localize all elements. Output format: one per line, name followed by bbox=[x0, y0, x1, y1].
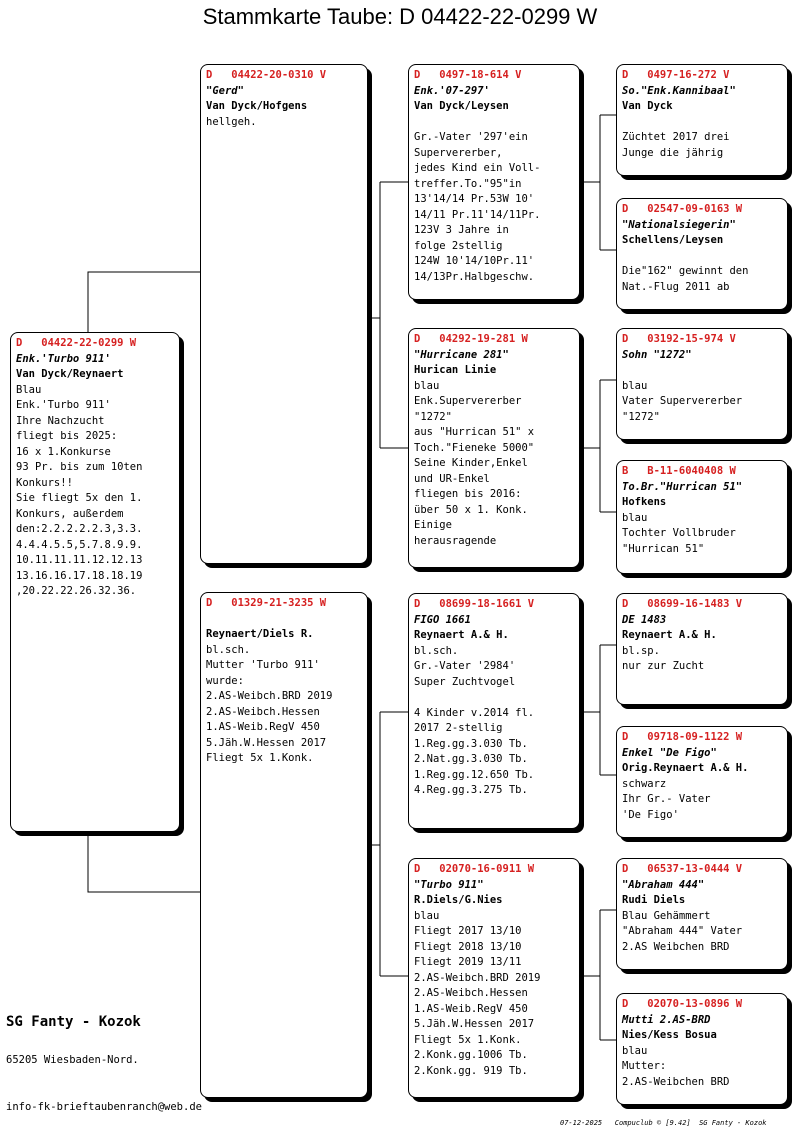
info-line: Seine Kinder,Enkel bbox=[414, 457, 528, 469]
info-line: jedes Kind ein Voll- bbox=[414, 162, 541, 174]
pigeon-name: To.Br."Hurrican 51" bbox=[622, 480, 743, 493]
info-line: 4.Reg.gg.3.275 Tb. bbox=[414, 784, 528, 796]
ring-number: D 02547-09-0163 W bbox=[622, 203, 743, 215]
breeder-name: Rudi Diels bbox=[622, 894, 686, 906]
info-line: Toch."Fieneke 5000" bbox=[414, 441, 535, 454]
ring-number: B B-11-6040408 W bbox=[622, 465, 736, 477]
info-line: "1272" bbox=[414, 410, 452, 423]
breeder-name: Reynaert A.& H. bbox=[414, 629, 509, 641]
info-line: Ihre Nachzucht bbox=[16, 414, 105, 427]
info-line: 1.Reg.gg.3.030 Tb. bbox=[414, 737, 528, 750]
info-line: 16 x 1.Konkurse bbox=[16, 445, 111, 458]
ring-number: D 03192-15-974 V bbox=[622, 333, 736, 345]
club-name: SG Fanty - Kozok bbox=[6, 1014, 141, 1030]
breeder-name: Orig.Reynaert A.& H. bbox=[622, 762, 749, 774]
info-line: 123V 3 Jahre in bbox=[414, 224, 509, 236]
info-line: blau bbox=[622, 379, 648, 392]
info-line: 1.AS-Weib.RegV 450 bbox=[206, 721, 320, 733]
pigeon-name: Enk.'Turbo 911' bbox=[16, 352, 111, 365]
info-line: bl.sp. bbox=[622, 644, 660, 657]
pigeon-card-father bbox=[200, 64, 368, 564]
pigeon-card-mmf bbox=[616, 858, 788, 970]
info-line: Tochter Vollbruder bbox=[622, 527, 736, 539]
pigeon-name: "Hurricane 281" bbox=[414, 348, 509, 361]
info-line: 14/11 Pr.11'14/11Pr. bbox=[414, 208, 541, 221]
info-line bbox=[414, 115, 574, 131]
ring-number: D 08699-18-1661 V bbox=[414, 598, 535, 610]
info-line: nur zur Zucht bbox=[622, 660, 705, 672]
club-address: 65205 Wiesbaden-Nord. bbox=[6, 1054, 139, 1066]
breeder-name: Van Dyck/Hofgens bbox=[206, 100, 308, 112]
info-line: blau bbox=[414, 909, 440, 922]
info-line: 2.Nat.gg.3.030 Tb. bbox=[414, 753, 528, 765]
info-line: den:2.2.2.2.2.3,3.3. bbox=[16, 523, 143, 535]
ring-number: D 06537-13-0444 V bbox=[622, 863, 743, 875]
info-line: "Abraham 444" Vater bbox=[622, 925, 743, 937]
pigeon-card-ff bbox=[408, 64, 580, 300]
pigeon-name: "Turbo 911" bbox=[414, 878, 484, 891]
info-line: Fliegt 5x 1.Konk. bbox=[206, 752, 314, 764]
info-line: Super Zuchtvogel bbox=[414, 675, 516, 688]
info-line: 1.Reg.gg.12.650 Tb. bbox=[414, 768, 535, 781]
info-line: schwarz bbox=[622, 777, 667, 790]
pigeon-name: Sohn "1272" bbox=[622, 348, 692, 361]
info-line: bl.sch. bbox=[414, 644, 459, 657]
info-line: folge 2stellig bbox=[414, 239, 503, 252]
pigeon-name: Enkel "De Figo" bbox=[622, 746, 717, 759]
pigeon-name: "Nationalsiegerin" bbox=[622, 218, 736, 231]
ring-number: D 08699-16-1483 V bbox=[622, 598, 743, 610]
pigeon-name: "Gerd" bbox=[206, 84, 244, 97]
info-line: 2.Konk.gg. 919 Tb. bbox=[414, 1064, 528, 1077]
info-line: Blau Gehämmert bbox=[622, 909, 711, 922]
ring-number: D 02070-16-0911 W bbox=[414, 863, 535, 875]
pigeon-name: DE 1483 bbox=[622, 613, 667, 626]
info-line: Konkurs!! bbox=[16, 476, 73, 489]
info-line: fliegen bis 2016: bbox=[414, 488, 522, 500]
info-line: 2.AS-Weibch.BRD 2019 bbox=[206, 690, 333, 702]
pigeon-name bbox=[206, 612, 362, 628]
breeder-name: Van Dyck/Leysen bbox=[414, 100, 509, 112]
pigeon-card-mm bbox=[408, 858, 580, 1098]
info-line: 5.Jäh.W.Hessen 2017 bbox=[206, 736, 327, 749]
info-line: "1272" bbox=[622, 410, 660, 423]
info-line bbox=[622, 249, 782, 265]
ring-number: D 04422-20-0310 V bbox=[206, 69, 327, 81]
info-line: Fliegt 2019 13/11 bbox=[414, 956, 522, 968]
info-line: Supervererber, bbox=[414, 146, 503, 159]
info-line bbox=[622, 115, 782, 131]
info-line: fliegt bis 2025: bbox=[16, 430, 118, 442]
breeder-name bbox=[622, 363, 782, 379]
club-email: info-fk-brieftaubenranch@web.de bbox=[6, 1101, 202, 1113]
info-line: 13'14/14 Pr.53W 10' bbox=[414, 193, 535, 205]
info-line: blau bbox=[622, 511, 648, 524]
info-line: Ihr Gr.- Vater bbox=[622, 793, 711, 805]
info-line: Einige bbox=[414, 519, 452, 531]
info-line: Junge die jährig bbox=[622, 146, 724, 159]
breeder-name: Hurican Linie bbox=[414, 364, 497, 376]
info-line: Mutter 'Turbo 911' bbox=[206, 659, 320, 671]
pigeon-name: FIGO 1661 bbox=[414, 613, 471, 626]
info-line: 'De Figo' bbox=[622, 808, 679, 821]
info-line: Mutter: bbox=[622, 1060, 667, 1072]
ring-number: D 0497-16-272 V bbox=[622, 69, 730, 81]
info-line: 5.Jäh.W.Hessen 2017 bbox=[414, 1018, 535, 1030]
ring-number: D 09718-09-1122 W bbox=[622, 731, 743, 743]
info-line: 1.AS-Weib.RegV 450 bbox=[414, 1002, 528, 1015]
info-line: Enk.'Turbo 911' bbox=[16, 399, 111, 411]
info-line: Züchtet 2017 drei bbox=[622, 131, 730, 143]
info-line: ,20.22.22.26.32.36. bbox=[16, 585, 137, 597]
pigeon-card-fff bbox=[616, 64, 788, 176]
info-line: "Hurrican 51" bbox=[622, 542, 705, 555]
info-line: 4.4.4.5.5,5.7.8.9.9. bbox=[16, 538, 143, 551]
pigeon-card-fmm bbox=[616, 460, 788, 574]
pigeon-card-subject bbox=[10, 332, 180, 832]
breeder-name: Van Dyck bbox=[622, 100, 673, 112]
pigeon-card-mf bbox=[408, 593, 580, 829]
pigeon-card-fmf bbox=[616, 328, 788, 440]
info-line: Vater Supervererber bbox=[622, 395, 743, 407]
pigeon-name: Mutti 2.AS-BRD bbox=[622, 1013, 711, 1026]
pigeon-card-mff bbox=[616, 593, 788, 705]
info-line: 4 Kinder v.2014 fl. bbox=[414, 706, 535, 719]
breeder-name: Reynaert A.& H. bbox=[622, 629, 717, 641]
info-line: Die"162" gewinnt den bbox=[622, 265, 749, 277]
breeder-name: Nies/Kess Bosua bbox=[622, 1029, 717, 1041]
info-line: aus "Hurrican 51" x bbox=[414, 426, 535, 438]
info-line: 2.AS-Weibch.Hessen bbox=[206, 705, 320, 718]
info-line: treffer.To."95"in bbox=[414, 177, 522, 190]
pigeon-name: So."Enk.Kannibaal" bbox=[622, 84, 736, 97]
pigeon-card-fm bbox=[408, 328, 580, 568]
ring-number: D 04292-19-281 W bbox=[414, 333, 528, 345]
info-line: Gr.-Vater '297'ein bbox=[414, 131, 528, 143]
ring-number: D 02070-13-0896 W bbox=[622, 998, 743, 1010]
footer-text: 07-12-2025 Compuclub © [9.42] SG Fanty - Kozok bbox=[560, 1119, 767, 1127]
info-line: Sie fliegt 5x den 1. bbox=[16, 492, 143, 504]
pigeon-card-mmm bbox=[616, 993, 788, 1105]
breeder-name: Schellens/Leysen bbox=[622, 234, 724, 246]
info-line: 2.AS Weibchen BRD bbox=[622, 940, 730, 953]
page-title: Stammkarte Taube: D 04422-22-0299 W bbox=[202, 4, 598, 29]
info-line: Fliegt 5x 1.Konk. bbox=[414, 1033, 522, 1046]
info-line: über 50 x 1. Konk. bbox=[414, 503, 528, 516]
pigeon-card-ffm bbox=[616, 198, 788, 310]
info-line: und UR-Enkel bbox=[414, 472, 490, 485]
ring-number: D 0497-18-614 V bbox=[414, 69, 522, 81]
info-line: Gr.-Vater '2984' bbox=[414, 660, 516, 672]
info-line: Fliegt 2017 13/10 bbox=[414, 925, 522, 937]
info-line: 10.11.11.11.12.12.13 bbox=[16, 554, 143, 566]
info-line: Nat.-Flug 2011 ab bbox=[622, 280, 730, 293]
info-line: Enk.Supervererber bbox=[414, 395, 522, 407]
info-line: 93 Pr. bis zum 10ten bbox=[16, 461, 143, 473]
info-line: bl.sch. bbox=[206, 643, 251, 656]
info-line: 13.16.16.17.18.18.19 bbox=[16, 569, 143, 582]
info-line: blau bbox=[622, 1044, 648, 1057]
info-line: Fliegt 2018 13/10 bbox=[414, 940, 522, 953]
info-line: 2017 2-stellig bbox=[414, 722, 503, 734]
info-line: hellgeh. bbox=[206, 115, 257, 128]
info-line: herausragende bbox=[414, 534, 497, 547]
info-line: wurde: bbox=[206, 674, 244, 687]
info-line: 2.AS-Weibch.BRD 2019 bbox=[414, 971, 541, 984]
breeder-name: Van Dyck/Reynaert bbox=[16, 368, 124, 380]
info-line bbox=[414, 690, 574, 706]
pigeon-card-mother bbox=[200, 592, 368, 1098]
breeder-name: R.Diels/G.Nies bbox=[414, 894, 503, 906]
info-line: Konkurs, außerdem bbox=[16, 507, 124, 520]
info-line: blau bbox=[414, 379, 440, 392]
breeder-name: Hofkens bbox=[622, 496, 667, 508]
info-line: 2.AS-Weibch.Hessen bbox=[414, 987, 528, 999]
pigeon-name: "Abraham 444" bbox=[622, 878, 705, 891]
info-line: 2.Konk.gg.1006 Tb. bbox=[414, 1049, 528, 1061]
info-line: 124W 10'14/10Pr.11' bbox=[414, 255, 535, 267]
pigeon-name: Enk.'07-297' bbox=[414, 84, 490, 97]
info-line: Blau bbox=[16, 383, 42, 396]
info-line: 2.AS-Weibchen BRD bbox=[622, 1075, 730, 1088]
ring-number: D 04422-22-0299 W bbox=[16, 337, 137, 349]
ring-number: D 01329-21-3235 W bbox=[206, 597, 327, 609]
breeder-name: Reynaert/Diels R. bbox=[206, 628, 314, 640]
info-line: 14/13Pr.Halbgeschw. bbox=[414, 270, 535, 283]
pigeon-card-mfm bbox=[616, 726, 788, 838]
